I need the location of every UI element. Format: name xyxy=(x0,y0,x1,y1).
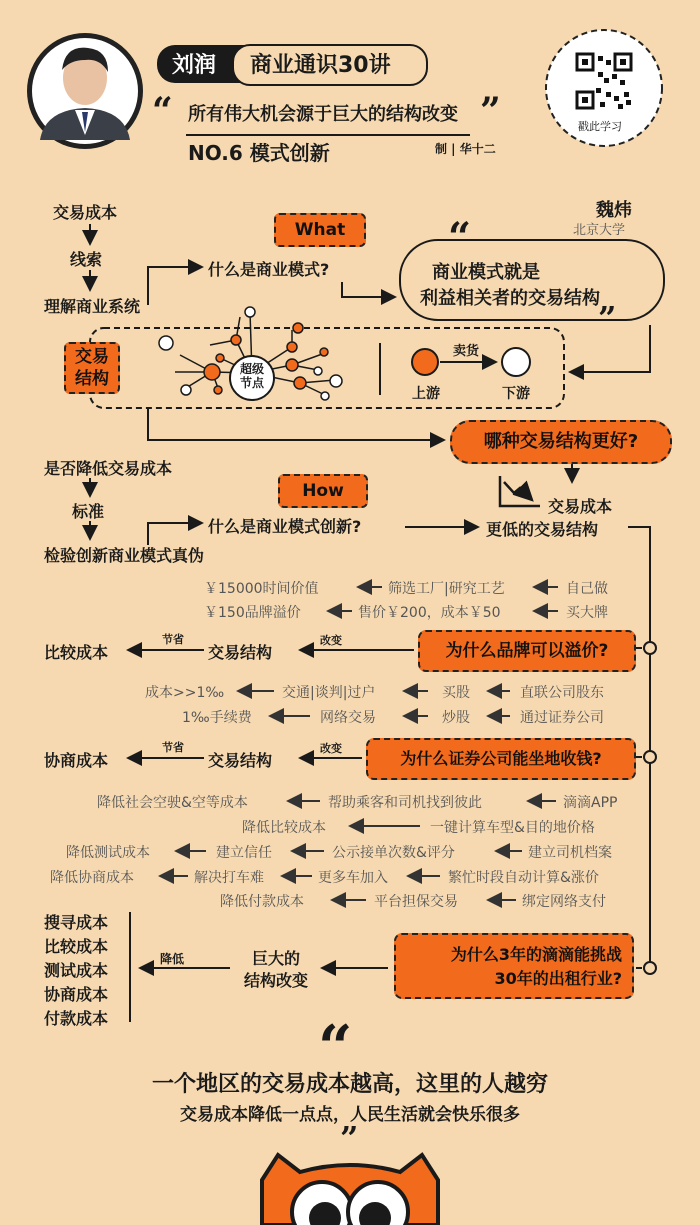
upstream-node xyxy=(412,349,438,375)
broker-r2-c4: 通过证券公司 xyxy=(520,710,604,726)
didi-r1-c1: 降低社会空驶&空等成本 xyxy=(97,795,248,811)
node xyxy=(204,364,220,380)
super-node-label xyxy=(238,362,266,390)
closing-open-quote-icon: “ xyxy=(318,1013,353,1083)
node xyxy=(214,386,222,394)
speaker-org: 北京大学 xyxy=(573,223,626,238)
didi-r3-c1: 降低测试成本 xyxy=(66,845,150,861)
cost-compare: 比较成本 xyxy=(44,937,109,956)
how-tag: How xyxy=(278,474,368,508)
definition-line-2: 利益相关者的交易结构 xyxy=(420,288,600,309)
brand-save-label: 节省 xyxy=(162,633,184,646)
didi-r1-c2: 帮助乘客和司机找到彼此 xyxy=(328,795,482,811)
how-question: 什么是商业模式创新? xyxy=(208,517,362,536)
node xyxy=(245,307,255,317)
course-title: 商业通识30讲 xyxy=(250,53,391,78)
broker-r2-c1: 1‰手续费 xyxy=(182,710,252,726)
bubble-close-quote-icon: ” xyxy=(598,299,617,337)
node xyxy=(216,354,224,362)
bubble-open-quote-icon: “ xyxy=(448,214,472,261)
super-node-label-line-2: 节点 xyxy=(239,376,264,390)
node xyxy=(294,377,306,389)
didi-r3-c4: 建立司机档案 xyxy=(528,845,612,861)
structure-label xyxy=(64,342,120,394)
didi-r2-c2: 一键计算车型&目的地价格 xyxy=(430,820,595,836)
upstream-label: 上游 xyxy=(412,386,440,402)
didi-r1-c3: 滴滴APP xyxy=(563,795,618,811)
didi-r3-c3: 公示接单次数&评分 xyxy=(332,845,455,861)
didi-r2-c1: 降低比较成本 xyxy=(242,820,326,836)
better-structure-question: 哪种交易结构更好? xyxy=(450,420,672,464)
header-quote: 所有伟大机会源于巨大的结构改变 xyxy=(188,104,458,125)
maker-credit: 制 | 华十二 xyxy=(435,142,496,156)
cost-test: 测试成本 xyxy=(44,961,109,980)
broker-question: 为什么证券公司能坐地收钱? xyxy=(366,738,636,780)
node xyxy=(287,342,297,352)
answer-line-2: 更低的交易结构 xyxy=(486,520,599,539)
qr-label: 戳此学习 xyxy=(578,120,622,133)
cost-negotiate: 协商成本 xyxy=(44,985,109,1004)
node xyxy=(181,385,191,395)
brand-structure: 交易结构 xyxy=(208,643,273,662)
closing-line-1: 一个地区的交易成本越高，这里的人越穷 xyxy=(151,1072,548,1097)
node xyxy=(231,335,241,345)
didi-r4-c2: 解决打车难 xyxy=(194,870,264,886)
structure-label-line-2: 结构 xyxy=(75,369,109,389)
brand-r1-c2: 筛选工厂|研究工艺 xyxy=(388,581,505,597)
node xyxy=(293,323,303,333)
author-name: 刘润 xyxy=(172,53,217,78)
brand-r1-c1: ￥15000时间价值 xyxy=(204,581,319,597)
what-question: 什么是商业模式? xyxy=(208,260,330,279)
broker-r1-c1: 成本>>1‰ xyxy=(145,685,225,701)
didi-question-line-2: 30年的出租行业? xyxy=(494,969,622,988)
sell-label: 卖货 xyxy=(453,344,480,359)
lesson-title: NO.6 模式创新 xyxy=(188,141,330,165)
node xyxy=(314,367,322,375)
lower-cost-question: 是否降低交易成本 xyxy=(44,459,173,478)
closing-line-2: 交易成本降低一点点，人民生活就会快乐很多 xyxy=(180,1105,520,1125)
broker-structure: 交易结构 xyxy=(208,751,273,770)
didi-r4-c4: 繁忙时段自动计算&涨价 xyxy=(448,870,599,886)
broker-change-label: 改变 xyxy=(320,742,342,755)
downstream-label: 下游 xyxy=(502,386,530,402)
didi-r4-c1: 降低协商成本 xyxy=(50,870,134,886)
downstream-node xyxy=(502,348,530,376)
chain-item-3: 理解商业系统 xyxy=(44,297,141,316)
open-quote-icon: “ xyxy=(152,90,173,132)
broker-r1-c3: 买股 xyxy=(442,685,470,701)
broker-r2-c3: 炒股 xyxy=(442,710,470,726)
structure-label-line-1: 交易 xyxy=(75,347,109,367)
brand-conclusion: 比较成本 xyxy=(44,643,109,662)
node xyxy=(286,359,298,371)
node xyxy=(330,375,342,387)
broker-save-label: 节省 xyxy=(162,741,184,754)
broker-r1-c4: 直联公司股东 xyxy=(520,685,604,701)
brand-question: 为什么品牌可以溢价? xyxy=(418,630,636,672)
didi-r5-c1: 降低付款成本 xyxy=(220,894,304,910)
super-node-label-line-1: 超级 xyxy=(239,362,264,376)
chain-item-1: 交易成本 xyxy=(53,203,118,222)
big-change xyxy=(234,948,318,992)
brand-change-label: 改变 xyxy=(320,634,342,647)
brand-r2-c1: ￥150品牌溢价 xyxy=(204,605,301,621)
author-avatar xyxy=(27,33,143,149)
standard-label: 标准 xyxy=(72,502,105,521)
cost-search: 搜寻成本 xyxy=(44,913,109,932)
node xyxy=(159,336,173,350)
broker-r2-c2: 网络交易 xyxy=(320,710,376,726)
verify-label: 检验创新商业模式真伪 xyxy=(44,546,205,565)
chain-item-2: 线索 xyxy=(70,250,103,269)
didi-question xyxy=(394,933,634,999)
brand-r1-c3: 自己做 xyxy=(566,581,608,597)
didi-r5-c2: 平台担保交易 xyxy=(374,894,458,910)
big-change-line-1: 巨大的 xyxy=(251,949,300,968)
didi-r5-c3: 绑定网络支付 xyxy=(522,894,606,910)
closing-close-quote-icon: ” xyxy=(340,1119,359,1157)
broker-r1-c2: 交通|谈判|过户 xyxy=(282,685,376,701)
node xyxy=(320,348,328,356)
close-quote-icon: ” xyxy=(480,90,501,132)
didi-question-line-1: 为什么3年的滴滴能挑战 xyxy=(450,945,622,964)
broker-conclusion: 协商成本 xyxy=(44,751,109,770)
reduce-label: 降低 xyxy=(160,952,185,966)
owl-mascot xyxy=(262,1155,438,1225)
brand-r2-c3: 买大牌 xyxy=(566,605,608,621)
node xyxy=(321,392,329,400)
didi-r4-c3: 更多车加入 xyxy=(318,870,388,886)
cost-payment: 付款成本 xyxy=(44,1009,109,1028)
speaker-name: 魏炜 xyxy=(596,200,632,221)
big-change-line-2: 结构改变 xyxy=(243,971,308,990)
definition-line-1: 商业模式就是 xyxy=(432,262,540,283)
didi-r3-c2: 建立信任 xyxy=(216,845,272,861)
answer-line-1: 交易成本 xyxy=(548,497,613,516)
brand-r2-c2: 售价￥200，成本￥50 xyxy=(358,605,501,621)
what-tag: What xyxy=(274,213,366,247)
